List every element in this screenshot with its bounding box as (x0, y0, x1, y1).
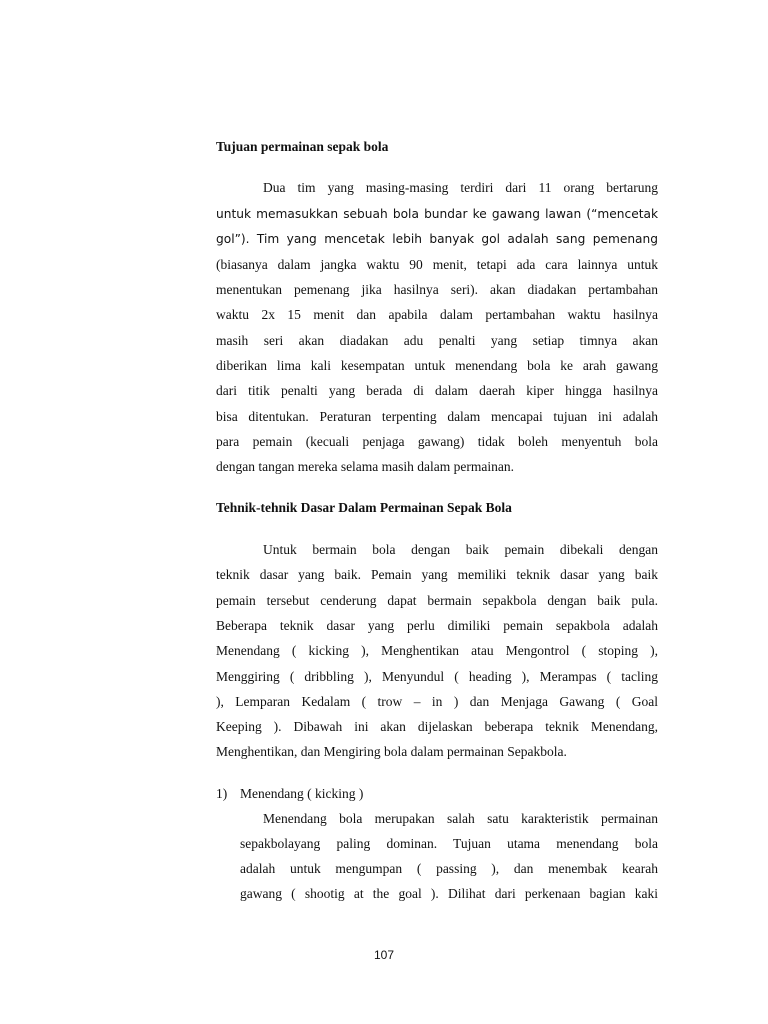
list-item-line: sepakbolayang paling dominan. Tujuan utama menendang bola (240, 836, 658, 851)
list-item-line: Menendang bola merupakan salah satu karakteristik permainan (263, 811, 658, 826)
paragraph-line: masih seri akan diadakan adu penalti yang setiap timnya akan (216, 333, 658, 348)
paragraph-line: menentukan pemenang jika hasilnya seri). akan diadakan pertambahan (216, 282, 658, 297)
list-item-title: Menendang ( kicking ) (240, 786, 364, 801)
section-heading-tujuan: Tujuan permainan sepak bola (216, 139, 389, 154)
paragraph-line: untuk memasukkan sebuah bola bundar ke gawang lawan (“mencetak (216, 207, 658, 221)
paragraph-line: para pemain (kecuali penjaga gawang) tidak boleh menyentuh bola (216, 434, 658, 449)
paragraph-line: diberikan lima kali kesempatan untuk menendang bola ke arah gawang (216, 358, 658, 373)
paragraph-line: Beberapa teknik dasar yang perlu dimiliki pemain sepakbola adalah (216, 618, 658, 633)
paragraph-line: dengan tangan mereka selama masih dalam permainan. (216, 459, 515, 474)
section-heading-tehnik-dasar: Tehnik-tehnik Dasar Dalam Permainan Sepak Bola (216, 500, 512, 515)
paragraph-line: pemain tersebut cenderung dapat bermain sepakbola dengan baik pula. (216, 593, 658, 608)
paragraph-line: Dua tim yang masing-masing terdiri dari 11 orang bertarung (263, 180, 658, 195)
paragraph-line: waktu 2x 15 menit dan apabila dalam pertambahan waktu hasilnya (216, 307, 658, 322)
paragraph-line: Menendang ( kicking ), Menghentikan atau Mengontrol ( stoping ), (216, 643, 658, 658)
paragraph-line: (biasanya dalam jangka waktu 90 menit, tetapi ada cara lainnya untuk (216, 257, 658, 272)
paragraph-line: Untuk bermain bola dengan baik pemain dibekali dengan (263, 542, 658, 557)
list-item-line: adalah untuk mengumpan ( passing ), dan menembak kearah (240, 861, 658, 876)
paragraph-line: bisa ditentukan. Peraturan terpenting dalam mencapai tujuan ini adalah (216, 409, 658, 424)
list-item-line: gawang ( shootig at the goal ). Dilihat dari perkenaan bagian kaki (240, 886, 658, 901)
paragraph-line: Keeping ). Dibawah ini akan dijelaskan beberapa teknik Menendang, (216, 719, 658, 734)
paragraph-line: Menghentikan, dan Mengiring bola dalam permainan Sepakbola. (216, 744, 567, 759)
paragraph-line: dari titik penalti yang berada di dalam daerah kiper hingga hasilnya (216, 383, 658, 398)
list-marker: 1) (216, 786, 228, 801)
paragraph-line: ), Lemparan Kedalam ( trow – in ) dan Menjaga Gawang ( Goal (216, 694, 658, 709)
paragraph-line: gol”). Tim yang mencetak lebih banyak gol adalah sang pemenang (216, 232, 658, 246)
page-number: 107 (373, 948, 395, 962)
paragraph-line: teknik dasar yang baik. Pemain yang memiliki teknik dasar yang baik (216, 567, 658, 582)
paragraph-line: Menggiring ( dribbling ), Menyundul ( heading ), Merampas ( tacling (216, 669, 658, 684)
